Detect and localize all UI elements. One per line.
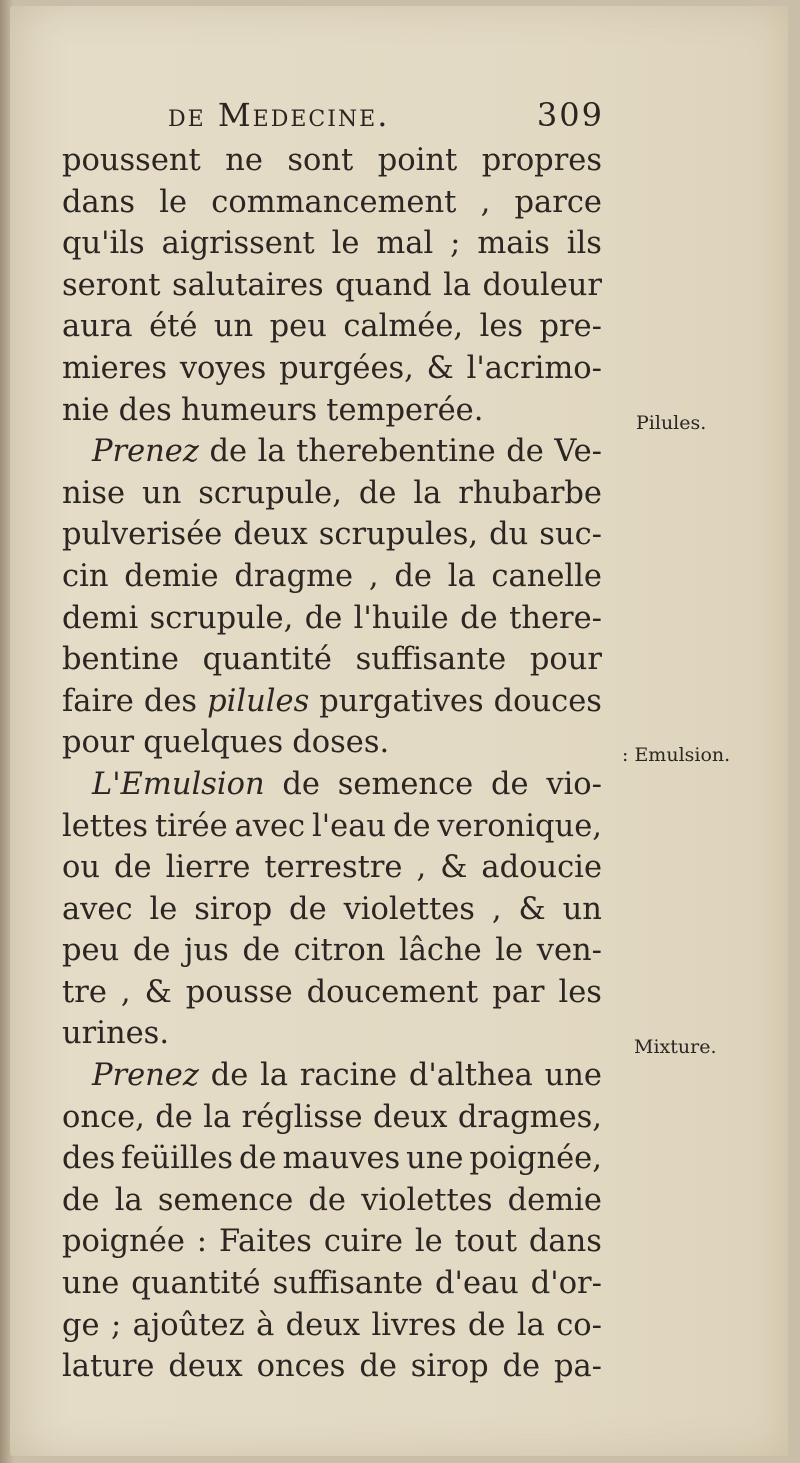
word: la bbox=[203, 1099, 232, 1135]
word: lierre bbox=[165, 850, 251, 886]
word: demi bbox=[62, 600, 139, 636]
word: dragme bbox=[234, 558, 354, 594]
word: de bbox=[506, 434, 544, 470]
word: deux bbox=[373, 1099, 448, 1135]
word: avec bbox=[234, 808, 306, 844]
word: de bbox=[394, 558, 432, 594]
word: de bbox=[155, 1099, 193, 1135]
word: peu bbox=[62, 933, 120, 969]
word: le bbox=[149, 891, 178, 927]
word: pour bbox=[62, 725, 135, 761]
word: adoucie bbox=[481, 850, 602, 886]
word: point bbox=[377, 143, 458, 178]
word: there- bbox=[509, 600, 602, 636]
text-line bbox=[62, 639, 602, 681]
word: rhubarbe bbox=[458, 475, 602, 511]
word: un bbox=[562, 891, 602, 927]
word: quand bbox=[335, 267, 432, 303]
word: pa- bbox=[553, 1349, 602, 1385]
word: de bbox=[358, 475, 397, 511]
word: de bbox=[132, 933, 171, 969]
word: mieres bbox=[62, 350, 168, 386]
word: , bbox=[491, 891, 502, 927]
word: violettes bbox=[343, 891, 475, 927]
word: sirop bbox=[194, 891, 273, 927]
word: purgées, bbox=[279, 350, 414, 386]
word: scrupule, bbox=[149, 600, 294, 636]
word: peu bbox=[269, 309, 327, 345]
word: la bbox=[260, 1058, 289, 1094]
word: une bbox=[406, 1141, 464, 1177]
word: pilules bbox=[207, 683, 310, 719]
word: violettes bbox=[361, 1182, 493, 1218]
word: commancement bbox=[211, 184, 457, 220]
word: par bbox=[492, 974, 545, 1010]
text-line bbox=[62, 1138, 602, 1180]
word: quantité bbox=[131, 1266, 261, 1302]
text-line bbox=[62, 348, 602, 390]
word: de bbox=[308, 1182, 346, 1218]
word: semence bbox=[337, 766, 474, 802]
word: les bbox=[479, 309, 524, 345]
word: scrupules, bbox=[318, 517, 479, 553]
word: Prenez bbox=[92, 434, 199, 470]
word: purgatives bbox=[319, 683, 484, 719]
word: de bbox=[289, 891, 327, 927]
word: d'or- bbox=[530, 1266, 602, 1302]
word: été bbox=[149, 309, 198, 345]
word: la bbox=[447, 558, 476, 594]
word: de bbox=[392, 808, 431, 844]
word: cuire bbox=[323, 1224, 403, 1260]
word: urines. bbox=[62, 1016, 170, 1052]
word: poignée, bbox=[469, 1141, 602, 1177]
word: de bbox=[239, 1141, 277, 1177]
text-line bbox=[62, 431, 602, 473]
text-line bbox=[62, 1055, 602, 1097]
word: de bbox=[460, 600, 498, 636]
word: pre- bbox=[539, 309, 602, 345]
word: de bbox=[282, 766, 320, 802]
word: mal bbox=[376, 226, 434, 262]
word: le bbox=[414, 1224, 443, 1260]
running-head bbox=[168, 96, 608, 140]
word: mauves bbox=[282, 1141, 401, 1177]
text-line bbox=[62, 556, 602, 598]
word: suffisante bbox=[355, 642, 507, 678]
word: faire bbox=[62, 683, 134, 719]
word: la bbox=[443, 267, 472, 303]
word: suc- bbox=[539, 517, 602, 553]
word: quelques bbox=[143, 725, 284, 761]
word: qu'ils bbox=[62, 226, 145, 262]
word: aigrissent bbox=[161, 226, 315, 262]
word: L'Emulsion bbox=[92, 766, 265, 802]
word: du bbox=[489, 517, 529, 553]
word: lâche bbox=[398, 933, 482, 969]
word: deux bbox=[285, 1307, 361, 1343]
text-line bbox=[62, 265, 602, 307]
word: ven- bbox=[536, 933, 602, 969]
word: onces bbox=[256, 1349, 346, 1385]
word: de bbox=[62, 1182, 100, 1218]
word: canelle bbox=[491, 558, 602, 594]
word: douleur bbox=[482, 267, 602, 303]
word: de bbox=[209, 434, 248, 470]
word: de bbox=[502, 1349, 541, 1385]
word: : bbox=[196, 1224, 208, 1260]
word: le bbox=[331, 226, 360, 262]
text-line bbox=[62, 514, 602, 556]
word: poussent bbox=[62, 143, 201, 178]
word: tout bbox=[454, 1224, 518, 1260]
word: therebentine bbox=[296, 434, 496, 470]
word: livres bbox=[371, 1307, 457, 1343]
word: seront bbox=[62, 267, 161, 303]
word: veronique, bbox=[437, 808, 602, 844]
word: quantité bbox=[202, 642, 332, 678]
word: l'acrimo- bbox=[466, 350, 602, 386]
word: citron bbox=[293, 933, 386, 969]
word: une bbox=[544, 1058, 602, 1094]
text-line bbox=[62, 1346, 602, 1388]
word: de bbox=[242, 933, 281, 969]
word: & bbox=[144, 974, 172, 1010]
word: vio- bbox=[546, 766, 602, 802]
word: un bbox=[213, 309, 254, 345]
word: bentine bbox=[62, 642, 179, 678]
word: de bbox=[490, 766, 529, 802]
word: calmée, bbox=[343, 309, 464, 345]
word: ; bbox=[450, 226, 461, 262]
word: lature bbox=[62, 1349, 155, 1385]
word: la bbox=[413, 475, 442, 511]
word: la bbox=[516, 1307, 545, 1343]
word: demie bbox=[124, 558, 219, 594]
word: deux bbox=[168, 1349, 243, 1385]
word: , bbox=[120, 974, 131, 1010]
word: de bbox=[114, 850, 152, 886]
word: douces bbox=[493, 683, 602, 719]
word: demie bbox=[507, 1182, 602, 1218]
word: les bbox=[558, 974, 602, 1010]
text-line bbox=[62, 764, 602, 806]
word: dans bbox=[62, 184, 136, 220]
word: salutaires bbox=[171, 267, 324, 303]
word: l'eau bbox=[312, 808, 387, 844]
word: pour bbox=[529, 642, 602, 678]
word: racine bbox=[299, 1058, 398, 1094]
text-line bbox=[62, 598, 602, 640]
text-line bbox=[62, 806, 602, 848]
word: jus bbox=[184, 933, 229, 969]
text-line bbox=[62, 681, 602, 723]
text-line bbox=[62, 1013, 602, 1055]
word: pousse bbox=[185, 974, 293, 1010]
word: once, bbox=[62, 1099, 145, 1135]
text-line bbox=[62, 223, 602, 265]
word: , bbox=[480, 184, 491, 220]
word: l'huile bbox=[353, 600, 449, 636]
word: doses. bbox=[292, 725, 390, 761]
margin-note-mixture: Mixture. bbox=[634, 1036, 717, 1058]
word: des bbox=[118, 392, 172, 428]
word: une bbox=[62, 1266, 120, 1302]
margin-note-emulsion: : Emulsion. bbox=[622, 744, 731, 766]
word: Ve- bbox=[554, 434, 602, 470]
word: réglisse bbox=[241, 1099, 363, 1135]
word: co- bbox=[556, 1307, 602, 1343]
word: Prenez bbox=[92, 1058, 199, 1094]
word: dans bbox=[528, 1224, 602, 1260]
word: la bbox=[114, 1182, 143, 1218]
word: de bbox=[210, 1058, 249, 1094]
word: un bbox=[142, 475, 182, 511]
word: ge bbox=[62, 1307, 100, 1343]
text-line bbox=[62, 140, 602, 182]
word: mais bbox=[477, 226, 550, 262]
word: ne bbox=[225, 143, 263, 178]
word: d'althea bbox=[408, 1058, 533, 1094]
word: ou bbox=[62, 850, 101, 886]
word: voyes bbox=[179, 350, 267, 386]
text-line bbox=[62, 182, 602, 224]
word: ajoûtez bbox=[132, 1307, 245, 1343]
page-number: 309 bbox=[536, 96, 604, 134]
word: poignée bbox=[62, 1224, 185, 1260]
word: la bbox=[257, 434, 286, 470]
text-line bbox=[62, 972, 602, 1014]
word: d'eau bbox=[435, 1266, 519, 1302]
word: tirée bbox=[154, 808, 228, 844]
word: cin bbox=[62, 558, 109, 594]
word: pulverisée bbox=[62, 517, 223, 553]
word: temperée. bbox=[326, 392, 484, 428]
text-line bbox=[62, 1305, 602, 1347]
text-line bbox=[62, 930, 602, 972]
text-line bbox=[62, 1221, 602, 1263]
word: , bbox=[416, 850, 427, 886]
text-line bbox=[62, 390, 602, 432]
word: de bbox=[467, 1307, 506, 1343]
word: de bbox=[359, 1349, 397, 1385]
word: & bbox=[426, 350, 454, 386]
word: ils bbox=[566, 226, 602, 262]
word: scrupule, bbox=[198, 475, 342, 511]
running-head-title: de Medecine. bbox=[168, 96, 390, 134]
word: lettes bbox=[62, 808, 149, 844]
word: nise bbox=[62, 475, 126, 511]
text-line bbox=[62, 722, 602, 764]
word: aura bbox=[62, 309, 133, 345]
text-line bbox=[62, 473, 602, 515]
word: sirop bbox=[410, 1349, 489, 1385]
word: , bbox=[368, 558, 379, 594]
word: propres bbox=[481, 143, 602, 178]
word: suffisante bbox=[272, 1266, 424, 1302]
text-line bbox=[62, 1097, 602, 1139]
text-line bbox=[62, 306, 602, 348]
word: avec bbox=[62, 891, 133, 927]
word: feüilles bbox=[121, 1141, 234, 1177]
word: doucement bbox=[306, 974, 479, 1010]
word: des bbox=[62, 1141, 116, 1177]
text-line bbox=[62, 1263, 602, 1305]
word: nie bbox=[62, 392, 110, 428]
text-line bbox=[62, 889, 602, 931]
text-line bbox=[62, 1180, 602, 1222]
word: Faites bbox=[218, 1224, 312, 1260]
word: le bbox=[495, 933, 524, 969]
margin-note-pilules: Pilules. bbox=[636, 412, 707, 434]
word: à bbox=[256, 1307, 275, 1343]
word: & bbox=[518, 891, 546, 927]
body-text bbox=[62, 140, 602, 1388]
word: deux bbox=[233, 517, 308, 553]
word: sont bbox=[287, 143, 354, 178]
word: terrestre bbox=[264, 850, 403, 886]
word: humeurs bbox=[180, 392, 318, 428]
word: des bbox=[143, 683, 198, 719]
word: dragmes, bbox=[457, 1099, 602, 1135]
word: & bbox=[440, 850, 468, 886]
word: tre bbox=[62, 974, 107, 1010]
word: semence bbox=[157, 1182, 294, 1218]
word: le bbox=[159, 184, 188, 220]
word: parce bbox=[514, 184, 602, 220]
word: ; bbox=[110, 1307, 122, 1343]
text-line bbox=[62, 847, 602, 889]
word: de bbox=[304, 600, 343, 636]
